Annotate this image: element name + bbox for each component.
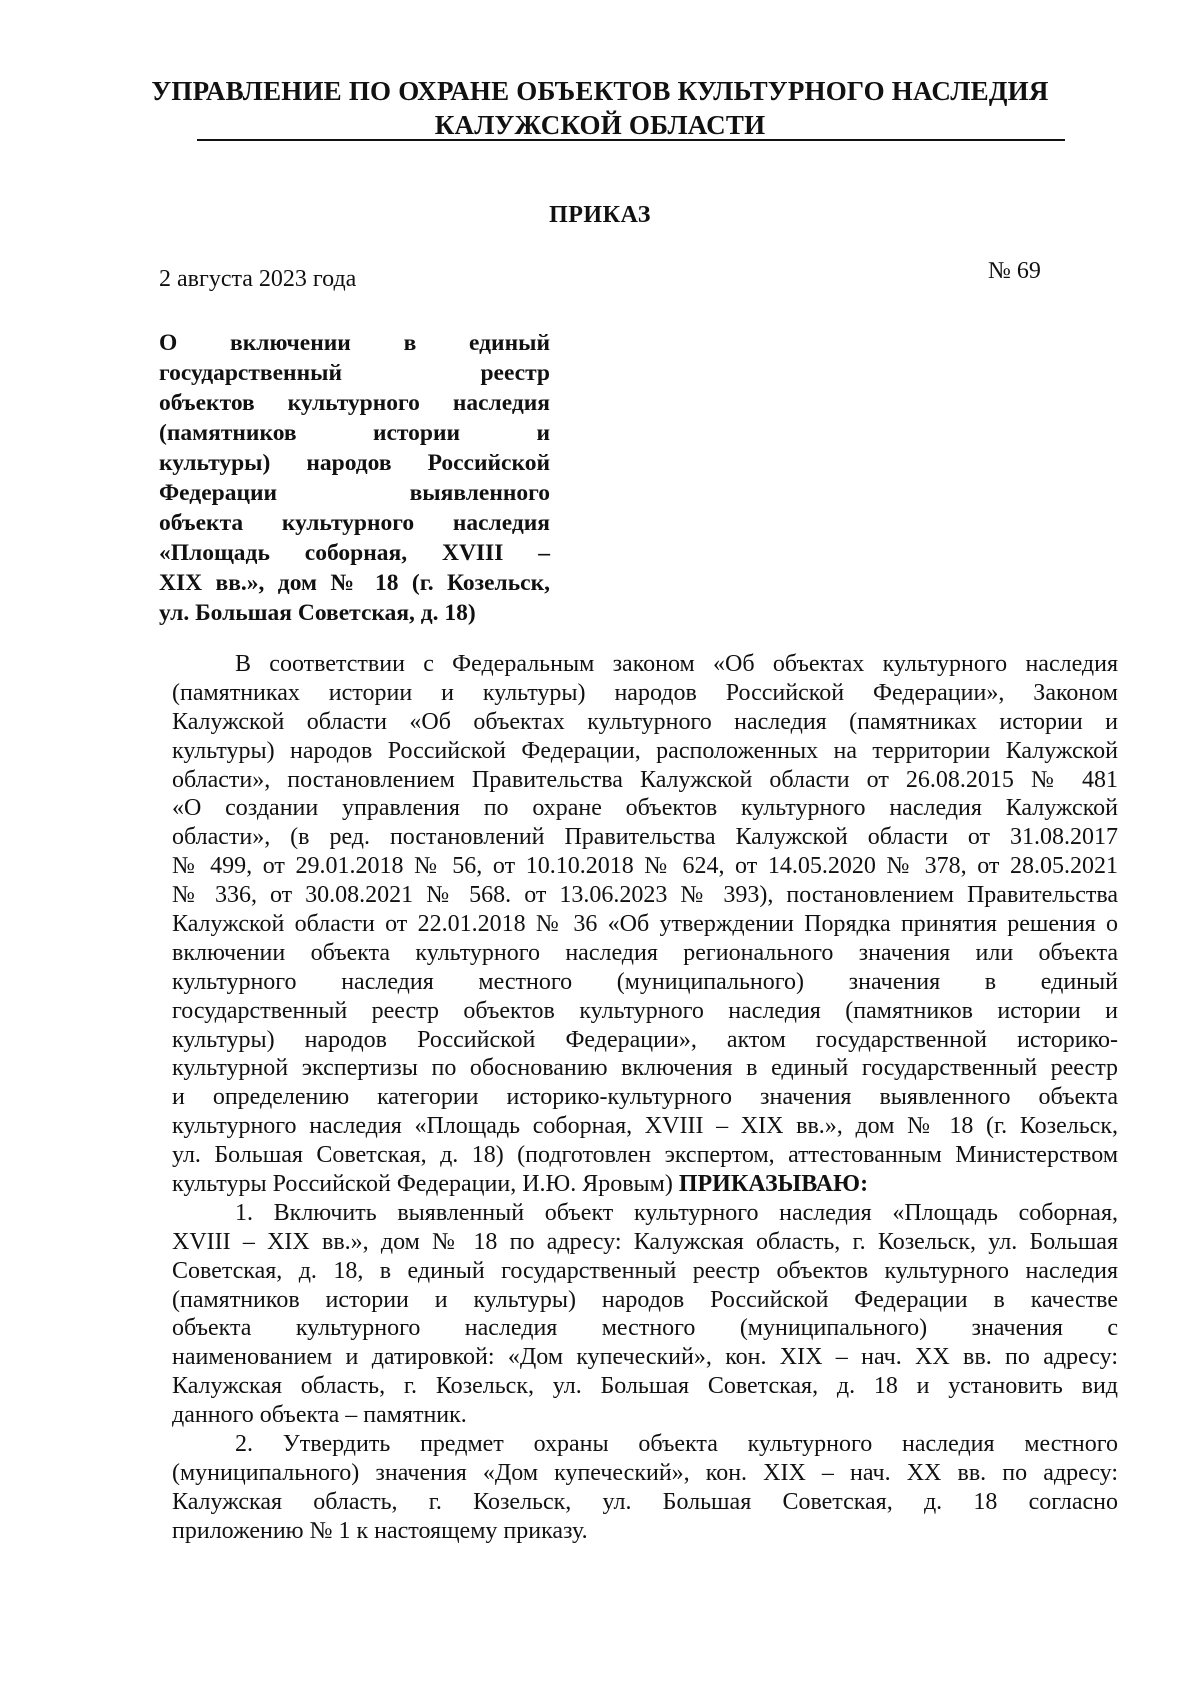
body-line: (памятниках истории и культуры) народов Российской Федерации», Законом	[172, 679, 1118, 706]
body-line: культурной экспертизы по обоснованию включения в единый государственный реестр	[172, 1055, 1118, 1082]
body-line: культуры) народов Российской Федерации», актом государственной историко-	[172, 1026, 1118, 1053]
body-line: культуры) народов Российской Федерации, расположенных на территории Калужской	[172, 737, 1118, 764]
subject-line: объектов культурного наследия	[159, 390, 550, 416]
body-line: № 499, от 29.01.2018 № 56, от 10.10.2018 № 624, от 14.05.2020 № 378, от 28.05.2021	[172, 853, 1118, 880]
body-line: В соответствии с Федеральным законом «Об объектах культурного наследия	[235, 651, 1118, 677]
subject-line: «Площадь соборная, XVIII –	[159, 540, 550, 566]
order-item-1	[172, 1199, 1118, 1430]
body-line: 1. Включить выявленный объект культурного наследия «Площадь соборная,	[235, 1199, 1118, 1226]
preamble-paragraph	[172, 650, 1118, 1199]
subject-line: государственный реестр	[159, 360, 550, 386]
body-line: наименованием и датировкой: «Дом купеческий», кон. XIX – нач. XX вв. по адресу:	[172, 1344, 1118, 1371]
order-date: 2 августа 2023 года	[159, 266, 357, 292]
order-body	[172, 650, 1118, 1546]
preamble-closing-text: культуры Российской Федерации, И.Ю. Яровым)	[172, 1171, 673, 1198]
body-line: XVIII – XIX вв.», дом № 18 по адресу: Калужская область, г. Козельск, ул. Большая	[172, 1228, 1118, 1255]
order-subject	[159, 328, 550, 628]
body-line: культурного наследия местного (муниципального) значения в единый	[172, 968, 1118, 995]
organization-name-line2: КАЛУЖСКОЙ ОБЛАСТИ	[434, 110, 766, 140]
body-line: Калужская область, г. Козельск, ул. Большая Советская, д. 18 согласно	[172, 1488, 1118, 1515]
body-line: области», постановлением Правительства Калужской области от 26.08.2015 № 481	[172, 766, 1118, 793]
subject-line: XIX вв.», дом № 18 (г. Козельск,	[159, 570, 550, 596]
body-line: и определению категории историко-культурного значения выявленного объекта	[172, 1084, 1118, 1111]
body-line: (памятников истории и культуры) народов Российской Федерации в качестве	[172, 1286, 1118, 1313]
order-item-2	[172, 1430, 1118, 1546]
body-line: приложению № 1 к настоящему приказу.	[172, 1517, 588, 1544]
body-line: № 336, от 30.08.2021 № 568. от 13.06.2023 № 393), постановлением Правительства	[172, 882, 1118, 909]
body-line: объекта культурного наследия местного (муниципального) значения с	[172, 1315, 1118, 1342]
body-line: 2. Утвердить предмет охраны объекта культурного наследия местного	[235, 1431, 1118, 1458]
body-line: культурного наследия «Площадь соборная, XVIII – XIX вв.», дом № 18 (г. Козельск,	[172, 1113, 1118, 1140]
subject-line: Федерации выявленного	[159, 480, 550, 506]
body-line: (муниципального) значения «Дом купеческий», кон. XIX – нач. XX вв. по адресу:	[172, 1459, 1118, 1486]
order-number: № 69	[988, 258, 1041, 284]
body-line: Калужской области «Об объектах культурного наследия (памятниках истории и	[172, 708, 1118, 735]
body-line: Калужская область, г. Козельск, ул. Большая Советская, д. 18 и установить вид	[172, 1373, 1118, 1400]
body-line: ул. Большая Советская, д. 18) (подготовлен экспертом, аттестованным Министерством	[172, 1142, 1118, 1169]
order-keyword-colon: :	[860, 1171, 869, 1198]
subject-line: ул. Большая Советская, д. 18)	[159, 600, 476, 626]
order-keyword: ПРИКАЗЫВАЮ	[678, 1171, 861, 1198]
subject-line: объекта культурного наследия	[159, 510, 550, 536]
header-underline	[197, 139, 1065, 141]
body-line: области», (в ред. постановлений Правительства Калужской области от 31.08.2017	[172, 824, 1118, 851]
body-line: включении объекта культурного наследия регионального значения или объекта	[172, 939, 1118, 966]
body-line: данного объекта – памятник.	[172, 1402, 467, 1429]
subject-line: О включении в единый	[159, 330, 550, 356]
body-line: Калужской области от 22.01.2018 № 36 «Об утверждении Порядка принятия решения о	[172, 911, 1118, 938]
body-line: Советская, д. 18, в единый государственный реестр объектов культурного наследия	[172, 1257, 1118, 1284]
body-line	[172, 1170, 1118, 1199]
organization-name-line1: УПРАВЛЕНИЕ ПО ОХРАНЕ ОБЪЕКТОВ КУЛЬТУРНОГО НАСЛЕДИЯ	[151, 76, 1049, 106]
body-line: «О создании управления по охране объектов культурного наследия Калужской	[172, 795, 1118, 822]
body-line: государственный реестр объектов культурного наследия (памятников истории и	[172, 997, 1118, 1024]
document-title: ПРИКАЗ	[549, 202, 651, 228]
subject-line: культуры) народов Российской	[159, 450, 550, 476]
subject-line: (памятников истории и	[159, 420, 550, 446]
